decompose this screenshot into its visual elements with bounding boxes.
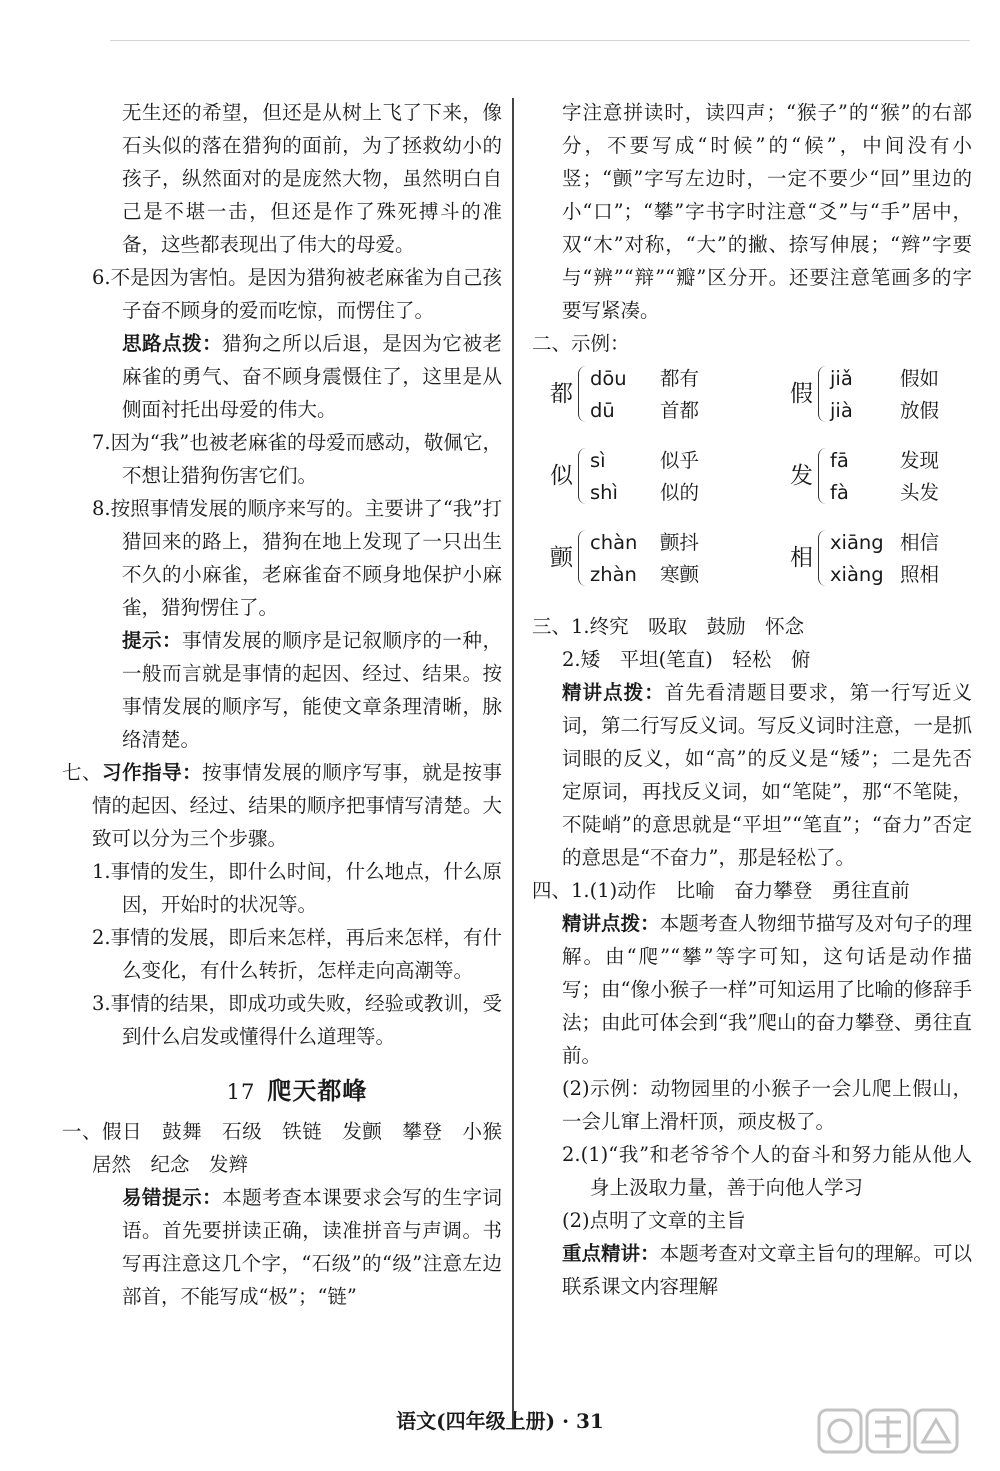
left-column	[62, 96, 522, 1313]
lesson-heading	[92, 1075, 502, 1109]
polyphone-group: 似 sì 似乎 shì 似的	[550, 449, 700, 504]
tip-8: 提示：事情发展的顺序是记叙顺序的一种，一般而言就是事情的起因、经过、结果。按事情发展的顺序写，能使文章条理清晰，脉络清楚。	[122, 629, 502, 751]
polyphone-group: 相 xiāng 相信 xiàng 照相	[790, 531, 940, 586]
polyphone-group: 发 fā 发现 fà 头发	[790, 449, 940, 504]
answer-8: 8.按照事情发展的顺序来写的。主要讲了“我”打猎回来的路上，猎狗在地上发现了一只出生不久的小麻雀，老麻雀奋不顾身地保护小麻雀，猎狗愣住了。	[92, 497, 502, 619]
section-3: 三、1.终究 吸取 鼓励 怀念	[532, 615, 805, 638]
section-4-item-1-2: (2)示例：动物园里的小猴子一会儿爬上假山，一会儿窜上滑杆顶，顽皮极了。	[562, 1077, 972, 1133]
footer-dot: ·	[562, 1409, 570, 1433]
polyphone-group: 都 dōu 都有 dū 首都	[550, 367, 700, 422]
tip-6: 思路点拨：猎狗之所以后退，是因为它被老麻雀的勇气、奋不顾身震慑住了，这里是从侧面衬托出母爱的伟大。	[122, 332, 502, 421]
answer-7: 7.因为“我”也被老麻雀的母爱而感动，敬佩它，不想让猎狗伤害它们。	[92, 431, 502, 487]
tip-4-2: 重点精讲：本题考查对文章主旨句的理解。可以联系课文内容理解	[562, 1242, 972, 1298]
section-4: 四、1.(1)动作 比喻 奋力攀登 勇往直前	[532, 879, 910, 902]
tip-3: 精讲点拨：首先看清题目要求，第一行写近义词，第二行写反义词。写反义词时注意，一是抓词眼的反义，如“高”的反义是“矮”；二是先否定原词，再找反义词，如“笔陡”，那“不笔陡，不陡峭”的意思就是“平坦”“笔直”；“奋力”否定的意思是“不奋力”，那是轻松了。	[562, 681, 972, 869]
section-2: 二、示例：	[532, 332, 630, 355]
watermark-logo-icon	[815, 1402, 985, 1462]
section-7-item-3: 3.事情的结果，即成功或失败，经验或教训，受到什么启发或懂得什么道理等。	[92, 992, 502, 1048]
tip-4: 精讲点拨：本题考查人物细节描写及对句子的理解。由“爬”“攀”等字可知，这句话是动作描写；由“像小猴子一样”可知运用了比喻的修辞手法；由此可体会到“我”爬山的奋力攀登、勇往直前。	[562, 912, 972, 1067]
lesson-title: 爬天都峰	[267, 1077, 368, 1105]
section-7: 七、习作指导：按事情发展的顺序写事，就是按事情的起因、经过、结果的顺序把事情写清楚。大致可以分为三个步骤。	[62, 761, 502, 850]
answer-continuation: 无生还的希望，但还是从树上飞了下来，像石头似的落在猎狗的面前，为了拯救幼小的孩子，纵然面对的是庞然大物，虽然明白自己是不堪一击，但还是作了殊死搏斗的准备，这些都表现出了伟大的母爱。	[122, 101, 502, 256]
footer-subject: 语文(四年级上册)	[396, 1409, 556, 1433]
top-rule	[110, 40, 970, 41]
page-number: 31	[576, 1409, 604, 1433]
polyphone-group: 颤 chàn 颤抖 zhàn 寒颤	[550, 531, 700, 586]
answer-6: 6.不是因为害怕。是因为猎狗被老麻雀为自己孩子奋不顾身的爱而吃惊，而愣住了。	[92, 266, 502, 322]
tip-1-continuation: 字注意拼读时，读四声；“猴子”的“猴”的右部分，不要写成“时候”的“候”，中间没有小竖；“颤”字写左边时，一定不要少“回”里边的小“口”；“攀”字书字时注意“爻”与“手”居中，双“木”对称，“大”的撇、捺写伸展；“辫”字要与“辨”“辩”“瓣”区分开。还要注意笔画多的字要写紧凑。	[562, 101, 972, 322]
column-divider	[512, 98, 514, 1428]
section-4-item-2-2: (2)点明了文章的主旨	[562, 1209, 746, 1232]
lesson-number: 17	[226, 1080, 256, 1104]
tip-1: 易错提示：本题考查本课要求会写的生字词语。首先要拼读正确，读准拼音与声调。书写再注意这几个字，“石级”的“级”注意左边部首，不能写成“极”；“链”	[122, 1186, 502, 1308]
section-7-item-1: 1.事情的发生，即什么时间，什么地点，什么原因，开始时的状况等。	[92, 860, 502, 916]
section-1: 一、假日 鼓舞 石级 铁链 发颤 攀登 小猴 居然 纪念 发辫	[62, 1120, 522, 1176]
section-7-item-2: 2.事情的发展，即后来怎样，再后来怎样，有什么变化，有什么转折，怎样走向高潮等。	[92, 926, 502, 982]
section-3-item-2: 2.矮 平坦(笔直) 轻松 俯	[562, 648, 811, 671]
section-4-item-2: 2.(1)“我”和老爷爷个人的奋斗和努力能从他人身上汲取力量，善于向他人学习	[562, 1143, 972, 1199]
right-column	[532, 96, 972, 1303]
polyphone-group: 假 jiǎ 假如 jià 放假	[790, 367, 940, 422]
polyphonic-grid	[540, 360, 972, 610]
